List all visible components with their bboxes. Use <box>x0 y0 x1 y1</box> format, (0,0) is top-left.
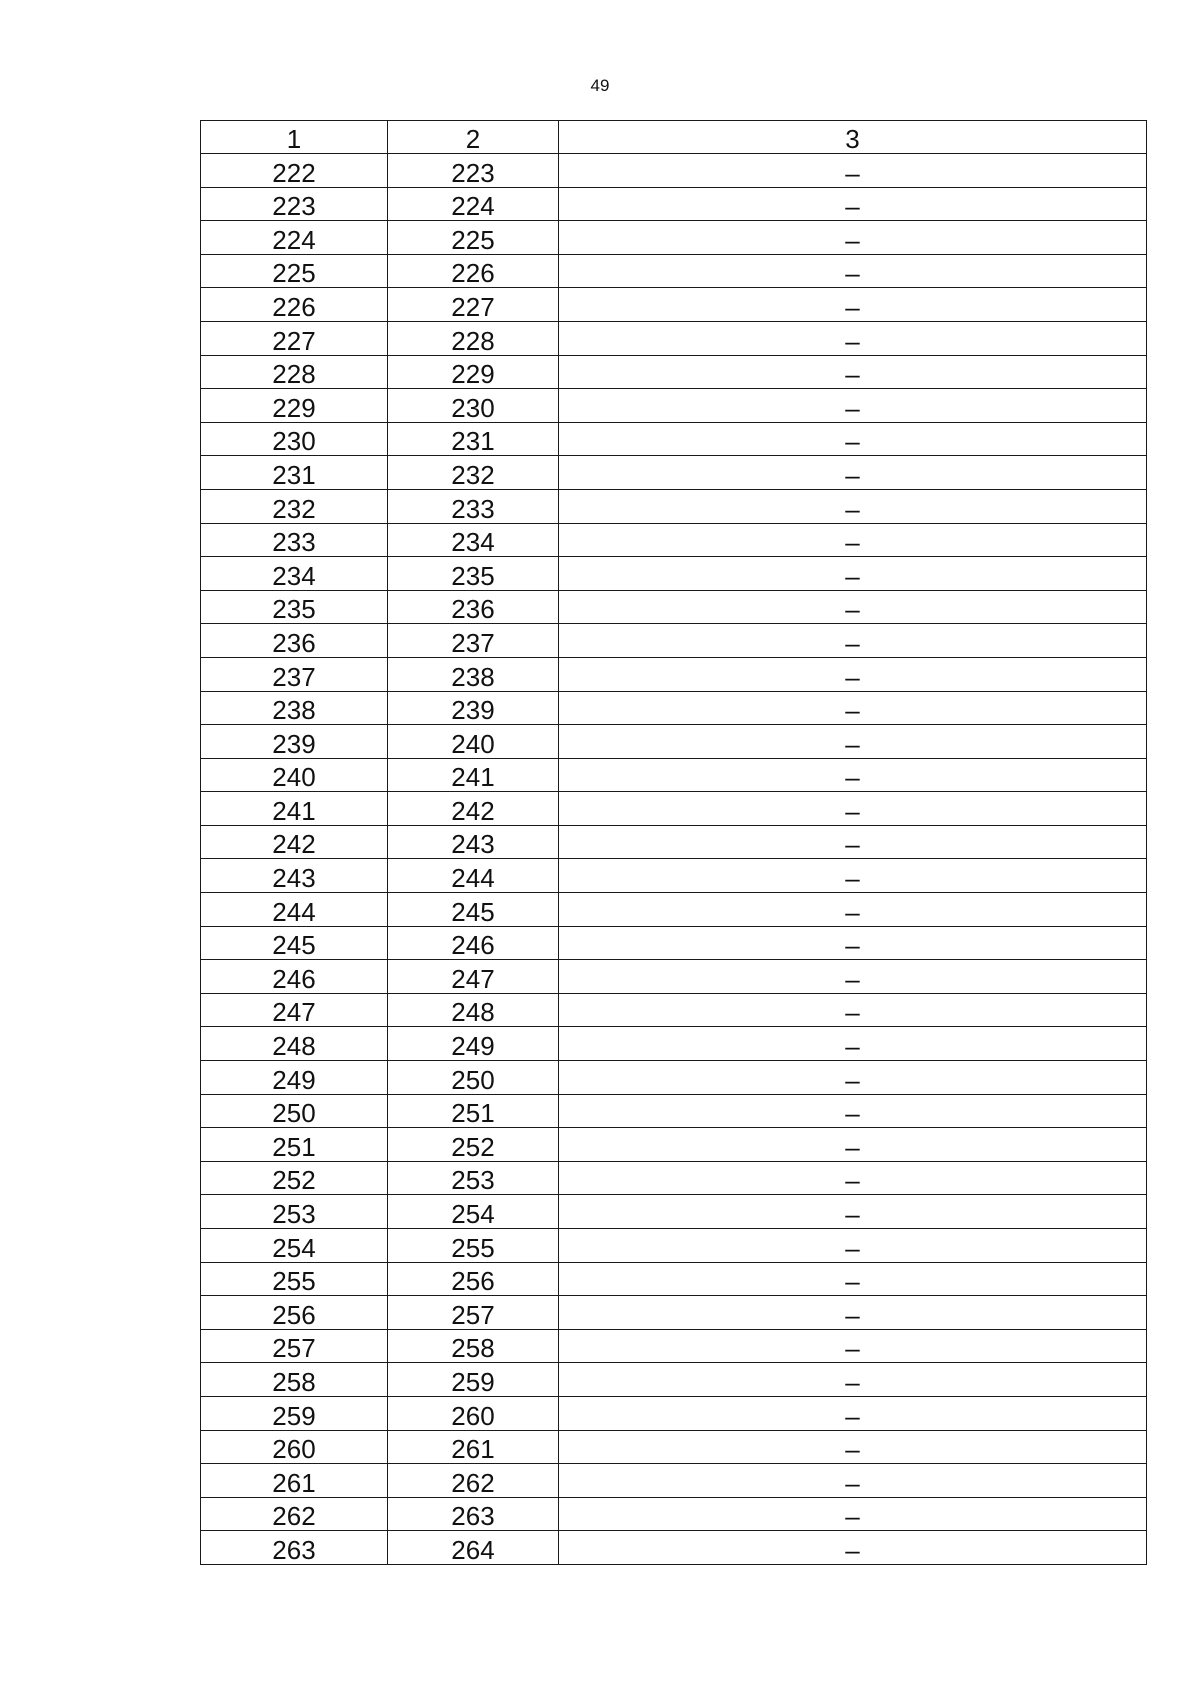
table-cell-col-1: 227 <box>201 321 388 355</box>
table-cell-col-2: 244 <box>388 859 559 893</box>
table-row <box>201 1430 1147 1464</box>
table-cell-col-1: 255 <box>201 1262 388 1296</box>
table-cell-col-1: 254 <box>201 1229 388 1263</box>
table-cell-col-3: – <box>559 288 1147 322</box>
table-cell-col-2: 263 <box>388 1497 559 1531</box>
table-cell-col-2: 233 <box>388 489 559 523</box>
table-cell-col-3: – <box>559 825 1147 859</box>
table-cell-col-3: – <box>559 422 1147 456</box>
table-cell-col-1: 248 <box>201 1027 388 1061</box>
table-cell-col-2: 242 <box>388 792 559 826</box>
table-cell-col-3: – <box>559 1161 1147 1195</box>
column-header-2: 2 <box>388 121 559 154</box>
table-cell-col-2: 239 <box>388 691 559 725</box>
table-cell-col-1: 259 <box>201 1396 388 1430</box>
table-row <box>201 1329 1147 1363</box>
table-cell-col-1: 235 <box>201 590 388 624</box>
table-cell-col-2: 237 <box>388 624 559 658</box>
table-cell-col-3: – <box>559 1094 1147 1128</box>
table-cell-col-3: – <box>559 355 1147 389</box>
table-cell-col-1: 247 <box>201 993 388 1027</box>
table-row <box>201 1363 1147 1397</box>
table-row <box>201 1229 1147 1263</box>
table-row <box>201 590 1147 624</box>
table-cell-col-3: – <box>559 1531 1147 1565</box>
table-row <box>201 1128 1147 1162</box>
table-cell-col-2: 234 <box>388 523 559 557</box>
table-cell-col-1: 241 <box>201 792 388 826</box>
table-row <box>201 1161 1147 1195</box>
table-cell-col-2: 246 <box>388 926 559 960</box>
table-cell-col-3: – <box>559 1329 1147 1363</box>
table-cell-col-2: 229 <box>388 355 559 389</box>
table-row <box>201 893 1147 927</box>
table-row <box>201 1464 1147 1498</box>
table-cell-col-3: – <box>559 523 1147 557</box>
table-cell-col-2: 257 <box>388 1296 559 1330</box>
table-cell-col-1: 253 <box>201 1195 388 1229</box>
table-cell-col-2: 250 <box>388 1061 559 1095</box>
table-cell-col-2: 226 <box>388 254 559 288</box>
table-cell-col-2: 252 <box>388 1128 559 1162</box>
table-row <box>201 154 1147 188</box>
table-cell-col-3: – <box>559 960 1147 994</box>
table-row <box>201 960 1147 994</box>
table-cell-col-1: 237 <box>201 657 388 691</box>
table-cell-col-1: 238 <box>201 691 388 725</box>
table-cell-col-1: 260 <box>201 1430 388 1464</box>
table-cell-col-3: – <box>559 657 1147 691</box>
table-cell-col-3: – <box>559 1464 1147 1498</box>
table-cell-col-2: 235 <box>388 557 559 591</box>
table-cell-col-1: 246 <box>201 960 388 994</box>
table-row <box>201 1531 1147 1565</box>
table-cell-col-1: 261 <box>201 1464 388 1498</box>
table-cell-col-1: 258 <box>201 1363 388 1397</box>
table-cell-col-3: – <box>559 590 1147 624</box>
table-row <box>201 1396 1147 1430</box>
table-cell-col-1: 256 <box>201 1296 388 1330</box>
table-cell-col-3: – <box>559 1396 1147 1430</box>
table-row <box>201 691 1147 725</box>
table-body <box>201 154 1147 1565</box>
table-cell-col-1: 236 <box>201 624 388 658</box>
table-cell-col-3: – <box>559 456 1147 490</box>
table-cell-col-3: – <box>559 389 1147 423</box>
table-cell-col-1: 230 <box>201 422 388 456</box>
table-cell-col-2: 224 <box>388 187 559 221</box>
table-row <box>201 389 1147 423</box>
table-cell-col-2: 232 <box>388 456 559 490</box>
table-cell-col-1: 263 <box>201 1531 388 1565</box>
table-cell-col-3: – <box>559 1027 1147 1061</box>
table-row <box>201 1061 1147 1095</box>
table-cell-col-1: 251 <box>201 1128 388 1162</box>
table-cell-col-1: 229 <box>201 389 388 423</box>
table-row <box>201 825 1147 859</box>
table-cell-col-2: 260 <box>388 1396 559 1430</box>
table-row <box>201 1497 1147 1531</box>
table-cell-col-1: 245 <box>201 926 388 960</box>
table-cell-col-1: 225 <box>201 254 388 288</box>
table-cell-col-2: 243 <box>388 825 559 859</box>
table-cell-col-1: 223 <box>201 187 388 221</box>
table-row <box>201 1262 1147 1296</box>
table-cell-col-1: 242 <box>201 825 388 859</box>
table-cell-col-1: 231 <box>201 456 388 490</box>
table-row <box>201 422 1147 456</box>
table-row <box>201 355 1147 389</box>
table-row <box>201 1027 1147 1061</box>
table-row <box>201 758 1147 792</box>
table-cell-col-2: 258 <box>388 1329 559 1363</box>
table-cell-col-1: 224 <box>201 221 388 255</box>
table-cell-col-3: – <box>559 221 1147 255</box>
table-row <box>201 792 1147 826</box>
table-cell-col-2: 247 <box>388 960 559 994</box>
table-cell-col-1: 234 <box>201 557 388 591</box>
table-cell-col-1: 228 <box>201 355 388 389</box>
table-cell-col-1: 244 <box>201 893 388 927</box>
table-row <box>201 489 1147 523</box>
table-cell-col-2: 240 <box>388 725 559 759</box>
table-cell-col-2: 259 <box>388 1363 559 1397</box>
table-cell-col-3: – <box>559 993 1147 1027</box>
table-cell-col-3: – <box>559 926 1147 960</box>
table-cell-col-1: 222 <box>201 154 388 188</box>
table-cell-col-3: – <box>559 1262 1147 1296</box>
table-cell-col-1: 226 <box>201 288 388 322</box>
table-cell-col-2: 228 <box>388 321 559 355</box>
table-row <box>201 926 1147 960</box>
table-cell-col-2: 231 <box>388 422 559 456</box>
table-cell-col-1: 239 <box>201 725 388 759</box>
table-cell-col-3: – <box>559 1430 1147 1464</box>
table-row <box>201 288 1147 322</box>
table-header-row <box>201 121 1147 154</box>
table-cell-col-3: – <box>559 725 1147 759</box>
table-cell-col-3: – <box>559 154 1147 188</box>
page-number: 49 <box>590 76 610 95</box>
table-cell-col-3: – <box>559 254 1147 288</box>
table-cell-col-2: 236 <box>388 590 559 624</box>
table-cell-col-2: 255 <box>388 1229 559 1263</box>
table-cell-col-2: 245 <box>388 893 559 927</box>
table-row <box>201 1094 1147 1128</box>
table-cell-col-1: 243 <box>201 859 388 893</box>
table-cell-col-1: 232 <box>201 489 388 523</box>
table-cell-col-2: 264 <box>388 1531 559 1565</box>
table-cell-col-3: – <box>559 1296 1147 1330</box>
table-row <box>201 1195 1147 1229</box>
table-cell-col-3: – <box>559 1061 1147 1095</box>
table-row <box>201 1296 1147 1330</box>
table-cell-col-2: 238 <box>388 657 559 691</box>
table-cell-col-3: – <box>559 1229 1147 1263</box>
table-cell-col-3: – <box>559 1195 1147 1229</box>
table-cell-col-3: – <box>559 691 1147 725</box>
table-row <box>201 187 1147 221</box>
table-cell-col-2: 225 <box>388 221 559 255</box>
table-cell-col-2: 223 <box>388 154 559 188</box>
table-row <box>201 321 1147 355</box>
table-cell-col-3: – <box>559 187 1147 221</box>
table-cell-col-3: – <box>559 758 1147 792</box>
table-cell-col-1: 240 <box>201 758 388 792</box>
table-cell-col-3: – <box>559 557 1147 591</box>
table-cell-col-2: 248 <box>388 993 559 1027</box>
table-cell-col-2: 230 <box>388 389 559 423</box>
table-cell-col-2: 227 <box>388 288 559 322</box>
table-row <box>201 725 1147 759</box>
table-cell-col-1: 257 <box>201 1329 388 1363</box>
table-cell-col-3: – <box>559 1128 1147 1162</box>
table-cell-col-1: 249 <box>201 1061 388 1095</box>
table-row <box>201 254 1147 288</box>
table-cell-col-3: – <box>559 859 1147 893</box>
table-cell-col-3: – <box>559 321 1147 355</box>
table-cell-col-1: 262 <box>201 1497 388 1531</box>
table-header <box>201 121 1147 154</box>
table-row <box>201 523 1147 557</box>
table-row <box>201 557 1147 591</box>
data-table <box>200 120 1147 1565</box>
table-cell-col-3: – <box>559 1363 1147 1397</box>
table-cell-col-3: – <box>559 624 1147 658</box>
table-row <box>201 456 1147 490</box>
table-cell-col-1: 250 <box>201 1094 388 1128</box>
table-cell-col-2: 249 <box>388 1027 559 1061</box>
table-cell-col-2: 253 <box>388 1161 559 1195</box>
table-cell-col-2: 254 <box>388 1195 559 1229</box>
table-cell-col-2: 251 <box>388 1094 559 1128</box>
table-row <box>201 657 1147 691</box>
column-header-3: 3 <box>559 121 1147 154</box>
table-row <box>201 993 1147 1027</box>
table-cell-col-3: – <box>559 893 1147 927</box>
table-cell-col-1: 252 <box>201 1161 388 1195</box>
table-cell-col-2: 241 <box>388 758 559 792</box>
table-row <box>201 859 1147 893</box>
table-row <box>201 221 1147 255</box>
table-cell-col-2: 262 <box>388 1464 559 1498</box>
table-cell-col-1: 233 <box>201 523 388 557</box>
table-cell-col-2: 256 <box>388 1262 559 1296</box>
column-header-1: 1 <box>201 121 388 154</box>
table-cell-col-3: – <box>559 1497 1147 1531</box>
table-row <box>201 624 1147 658</box>
table-cell-col-2: 261 <box>388 1430 559 1464</box>
table-cell-col-3: – <box>559 792 1147 826</box>
table-cell-col-3: – <box>559 489 1147 523</box>
